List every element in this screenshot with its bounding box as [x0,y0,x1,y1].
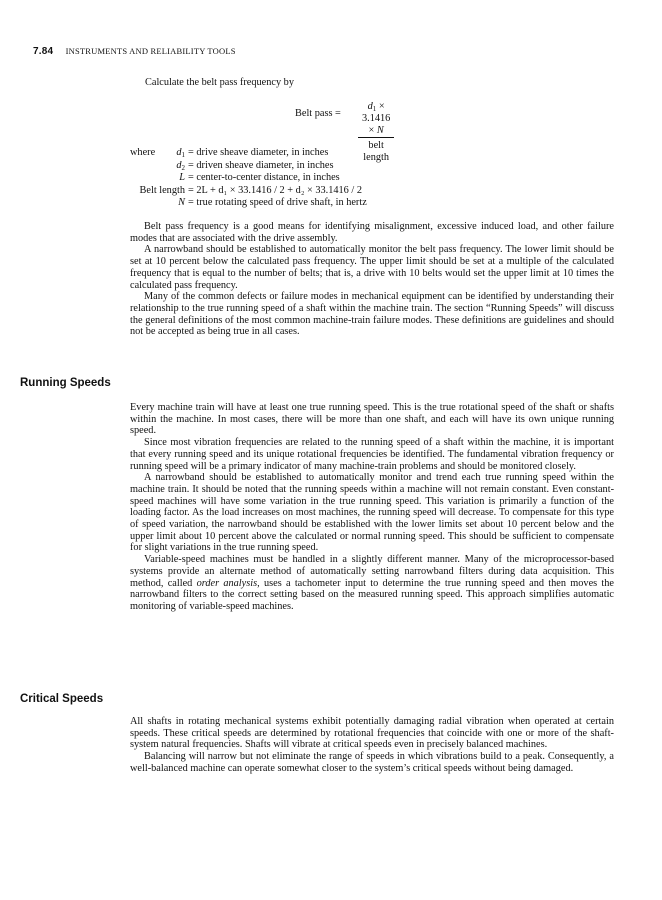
section-heading-running-speeds: Running Speeds [20,377,111,389]
paragraph: A narrowband should be established to automatically monitor and trend each true running speed within the machine train. It should be noted that the running speeds within a machine will not remain constant. Even constant-speed machines will have some variation in the true running speed. This variation is primarily a function of the loading factor. As the load increases on most machines, the running speed will decrease. To compensate for this type of speed variation, the narrowband should be established with the lower limits set about 10 percent below and the upper limit about 10 percent above the calculated or normal running speed. This should be sufficient to compensate for slight variations in the true running speed. [130,472,614,554]
page-number: 7.84 [33,46,54,57]
term-order-analysis: order analysis, [196,577,260,589]
paragraph: Since most vibration frequencies are related to the running speed of a shaft within the machine, it is important that every running speed and its unique rotational frequencies be identified. The fundamental vibration frequency or running speed will be a primary indicator of many machine-train problems and should be monitored closely. [130,437,614,472]
where-row-d1: where $d_1$ = drive sheave diameter, in inches [130,147,329,159]
formula-numerator: $d_1 \times 3.1416 \times N$ [358,101,394,138]
paragraph: Belt pass frequency is a good means for identifying misalignment, excessive induced load, and other failure modes that are associated with the drive assembly. [130,221,614,244]
section-heading-critical-speeds: Critical Speeds [20,693,104,705]
formula-denominator: belt length [363,140,390,163]
paragraph: A narrowband should be established to automatically monitor the belt pass frequency. The lower limit should be set at 10 percent below the calculated pass frequency. The upper limit should be set at a multiple of the calculated frequency that is equal to the number of belts; that is, a drive with 10 belts would set the upper limit at 10 times the calculated pass frequency. [130,244,614,291]
where-row-n: N = true rotating speed of drive shaft, in hertz [178,197,367,208]
where-row-l: L = center-to-center distance, in inches [179,172,340,183]
paragraph: All shafts in rotating mechanical systems exhibit potentially damaging radial vibration when operated at certain speeds. These critical speeds are determined by rotational frequencies that coincide with one or more of the shaft-system natural frequencies. Shafts will vibrate at critical speeds even in precisely balanced machines. [130,716,614,751]
paragraph: Every machine train will have at least one true running speed. This is the true rotational speed of the shaft or shafts within the machine. In most cases, there will be more than one shaft, and each will have its own unique running speed. [130,402,614,437]
where-row-belt-length: Belt length = 2L + d₁ × 33.1416 / 2 + d₂ × 33.1416 / 2 [139,184,362,196]
running-head [33,46,236,57]
paragraph: Variable-speed machines must be handled in a slightly different manner. Many of the microprocessor-based systems provide an alternate method of automatically setting narrowband filters during data acquisition. This method, called order analysis, uses a tachometer input to determine the true running speed and then moves the narrowband filters to the correct setting based on the measured running speed. This approach simplifies automatic monitoring of variable-speed machines. [130,554,615,612]
running-title: INSTRUMENTS AND RELIABILITY TOOLS [65,46,236,56]
formula-lhs: Belt pass = [295,108,341,119]
critical-speeds-body [130,716,614,775]
paragraph: Many of the common defects or failure modes in mechanical equipment can be identified by understanding their relationship to the true running speed of a shaft within the machine train. The section “Running Speeds” will discuss the general definitions of the most common machine-train failure modes. These definitions are guidelines and should not be accepted as being true in all cases. [130,291,614,338]
intro-line: Calculate the belt pass frequency by [145,77,294,88]
where-row-d2: $d_2$ = driven sheave diameter, in inches [176,159,334,172]
intro-body [130,221,614,338]
running-speeds-body [130,402,614,613]
paragraph: Balancing will narrow but not eliminate the range of speeds in which vibrations build to a peak. Consequently, a well-balanced machine can operate somewhat closer to the system’s critical speeds without being damaged. [130,751,614,774]
